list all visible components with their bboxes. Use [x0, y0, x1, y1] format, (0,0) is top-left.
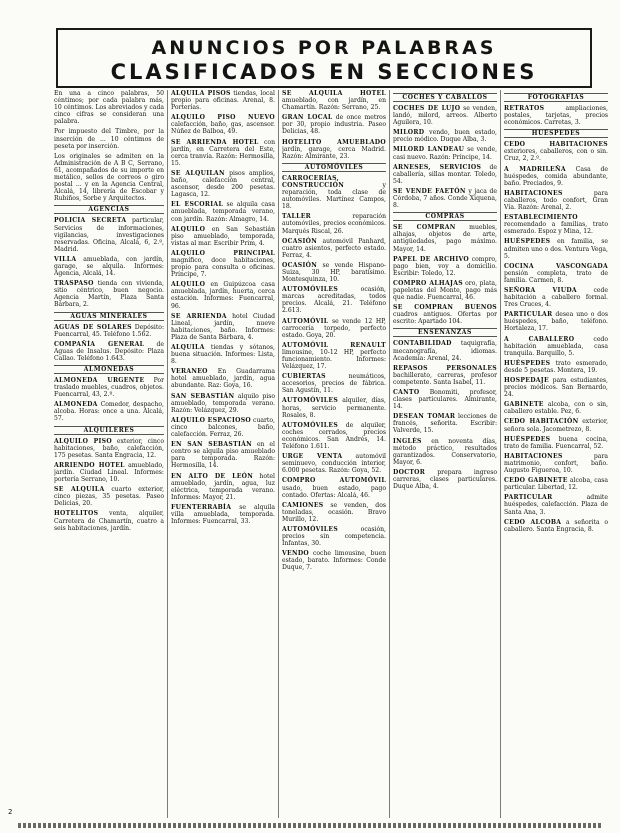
classified-ad — [282, 286, 386, 314]
ad-body: en noventa días, método práctico, resultados garantizados. Conservatorio, Mayor, 6. — [393, 437, 497, 466]
classified-ad — [54, 324, 164, 338]
column-3 — [282, 90, 386, 820]
ad-headline: SAN SEBASTIÁN — [171, 392, 235, 400]
classified-ad — [393, 224, 497, 252]
classified-ad — [282, 318, 386, 339]
ad-body: de caballería, sillas montar. Toledo, 54. — [393, 163, 497, 185]
classified-ad — [504, 141, 608, 162]
ad-body: hotel amueblado, jardín, agua, luz eléctrica, temporada verano. Informes: Mayor, 21. — [171, 472, 275, 501]
classified-ad — [171, 226, 275, 247]
classified-ad — [393, 469, 497, 490]
ad-body: Casa de huéspedes, comida abundante, baño. Preciados, 9. — [504, 165, 608, 187]
classified-ad — [282, 238, 386, 259]
ad-body: automóvil Panhard, cuatro asientos, perfecto estado. Ferraz, 4. — [282, 237, 386, 259]
ad-body: limousine, 10-12 HP, perfecto funcionamiento. Informes: Velázquez, 17. — [282, 348, 386, 371]
section-heading: AGENCIAS — [54, 205, 164, 214]
ad-body: para matrimonio, confort, baño. Augusto Figueroa, 10. — [504, 452, 608, 475]
ad-body: prepara ingreso carreras, clases particulares. Duque Alba, 4. — [393, 468, 497, 491]
column-1 — [54, 90, 164, 820]
ad-headline: VENDO — [282, 550, 310, 558]
ad-body: vendo, buen estado, precio módico. Duque Alba, 3. — [393, 129, 497, 144]
ad-body: alcoba, con o sin, caballero estable. Pez, 6. — [504, 401, 608, 416]
ad-body: alquilo piso amueblado, temporada verano. Razón: Velázquez, 29. — [171, 392, 275, 414]
classified-ad — [171, 250, 275, 278]
classified-ad — [393, 365, 497, 386]
ad-headline: EN ALTO DE LEÓN — [171, 472, 254, 480]
classified-ad — [393, 129, 497, 143]
classified-ad — [171, 393, 275, 414]
ad-body: cuadros antiguos. Ofertas por escrito: Apartado 104. — [393, 311, 497, 326]
header-title-line2: CLASIFICADOS EN SECCIONES — [110, 60, 538, 84]
ad-body: bachillerato, carreras, profesor competente. Santa Isabel, 11. — [393, 371, 497, 386]
ad-body: tiendas y sótanos, buena situación. Informes: Lista, 8. — [171, 344, 275, 366]
ad-body: cedo habitación amueblada, casa tranquila. Barquillo, 5. — [504, 335, 608, 357]
ad-headline: ARNESES, SERVICIOS — [393, 163, 482, 171]
classified-ad — [504, 418, 608, 432]
column-5 — [504, 90, 608, 820]
ad-headline: ALQUILO PISO NUEVO — [171, 114, 275, 122]
classified-ad — [393, 146, 497, 160]
classified-ad — [504, 453, 608, 474]
ad-body: alquiler, días, horas, servicio permanente. Rosales, 8. — [282, 397, 386, 419]
ad-body: de once metros por 30, propio industria. Paseo Delicias, 48. — [282, 114, 386, 136]
classified-ad — [54, 280, 164, 308]
ad-headline: AUTOMÓVILES — [282, 421, 339, 429]
ad-headline: CEDO HABITACIÓN — [504, 418, 579, 426]
classified-ad — [504, 336, 608, 357]
ad-headline: HOSPEDAJE — [504, 377, 549, 384]
ad-body: y jaca de Córdoba, 7 años. Conde Xiquena, 8. — [393, 187, 497, 210]
ad-body: cuarto exterior, cinco piezas, 35 pesetas. Paseo Delicias, 20. — [54, 486, 164, 508]
classified-ad — [393, 389, 497, 410]
section-heading: COCHES Y CABALLOS — [393, 93, 497, 102]
ad-body: oro, plata, papeletas del Monte, pago más que nadie. Fuencarral, 46. — [393, 279, 497, 302]
classified-ad — [171, 441, 275, 469]
classified-ad — [282, 397, 386, 418]
ad-body: exteriores, caballeros, con o sin. Cruz, 2, 2.º. — [504, 148, 608, 163]
classified-ad — [393, 105, 497, 126]
classified-ad — [282, 477, 386, 498]
ad-body: desea uno o dos huéspedes, baño, teléfono. Hortaleza, 17. — [504, 311, 608, 333]
classified-ad — [171, 201, 275, 222]
ad-body: se venden, dos toneladas, ocasión. Bravo Murillo, 12. — [282, 501, 386, 523]
ad-headline: DESEAN TOMAR — [393, 413, 456, 421]
ad-body: venta, alquiler, Carretera de Chamartín, cuatro a seis habitaciones, jardín. — [54, 510, 164, 532]
ad-headline: ALMONEDA URGENTE — [54, 377, 145, 384]
ad-headline: GABINETE — [504, 401, 544, 409]
ad-headline: SE ALQUILA — [54, 486, 105, 494]
classified-ad — [54, 510, 164, 531]
classified-ad — [393, 164, 497, 185]
ad-body: se vende Hispano-Suiza, 30 HP, baratísimo. Montesquinza, 10. — [282, 261, 386, 284]
classified-ad — [171, 139, 275, 167]
ad-body: en familia, se admiten uno o dos. Ventura Vega, 5. — [504, 238, 608, 260]
rates-paragraph — [54, 128, 164, 149]
ad-headline: EN SAN SEBASTIÁN — [171, 441, 252, 449]
column-4 — [393, 90, 497, 820]
ad-headline: CANTO — [393, 389, 420, 396]
ad-headline: PARTICULAR — [504, 494, 553, 502]
classified-ad — [171, 90, 275, 111]
ad-body: ampliaciones, postales, tarjetas, precios económicos. Carretas, 3. — [504, 105, 608, 127]
ad-body: de alquiler, coches cerrados, precios económicos. San Andrés, 14. Teléfono 1.611. — [282, 421, 386, 451]
ad-headline: SE COMPRAN BUENOS — [393, 304, 497, 312]
classified-ad — [504, 377, 608, 398]
ad-body: coche limousine, buen estado, barato. Informes: Conde Duque, 7. — [282, 550, 386, 572]
classified-ad — [504, 401, 608, 415]
section-heading: ENSEÑANZAS — [393, 328, 497, 337]
ad-body: exterior, señora sola. Jacometrezo, 8. — [504, 418, 608, 433]
ad-headline: CARROCERÍAS, CONSTRUCCIÓN — [282, 174, 345, 189]
column-divider — [500, 90, 501, 818]
ad-body: se alquila casa amueblada, temporada verano, con jardín. Razón: Almagro, 14. — [171, 201, 275, 223]
classified-ad — [504, 238, 608, 259]
classified-ad — [171, 313, 275, 341]
ad-body: trato esmerado, desde 5 pesetas. Montera, 19. — [504, 359, 608, 374]
classified-ad — [54, 341, 164, 362]
ad-headline: SE ALQUILAN — [171, 169, 225, 177]
ad-body: en Guipúzcoa casa amueblada, jardín, huerta, cerca estación. Informes: Fuencarral, 96. — [171, 281, 275, 310]
ad-headline: COCHES DE LUJO — [393, 105, 461, 112]
ad-headline: ALQUILA PISOS — [171, 90, 231, 97]
classified-ad — [282, 453, 386, 474]
ad-headline: INGLÉS — [393, 437, 422, 445]
ad-body: Los originales se admiten en la Administración de A B C, Serrano, 61, acompañados de su importe en metálico, sellos de correos o giro postal ... y en la Agencia Central, Alcalá, 14, librería de Escobar y Rubiños, Sorbe y Arquitectos. — [54, 152, 164, 203]
ad-headline: OCASIÓN — [282, 261, 318, 269]
ad-headline: HUÉSPEDES — [504, 435, 551, 443]
page-marker: 2 — [8, 808, 13, 816]
ad-body: a señorita o caballero. Santa Engracia, 8. — [504, 518, 608, 533]
classified-header-box — [56, 28, 592, 88]
ad-headline: REPASOS PERSONALES — [393, 364, 497, 372]
section-heading: COMPRAS — [393, 212, 497, 221]
ad-headline: TRASPASO — [54, 280, 94, 288]
ad-headline: AUTOMÓVIL — [282, 317, 329, 325]
ad-body: hotel Ciudad Lineal, jardín, nueve habitaciones, baño. Informes: Plaza de Santa Bárbara, 4. — [171, 312, 275, 341]
ad-body: Por traslado muebles, cuadros, objetos. Fuencarral, 43, 2.º. — [54, 377, 164, 399]
classified-ad — [504, 105, 608, 126]
rates-paragraph — [54, 90, 164, 125]
ad-body: compro, pago bien, voy a domicilio. Escribir: Toledo, 12. — [393, 255, 497, 277]
ad-body: jardín, garage, cerca Madrid. Razón: Almirante, 23. — [282, 145, 386, 160]
ad-body: se vende, casi nuevo. Razón: Príncipe, 14. — [393, 146, 497, 161]
section-heading: FOTOGRAFÍAS — [504, 93, 608, 102]
ad-body: en San Sebastián piso amueblado, temporada, vistas al mar. Escribir Prim, 4. — [171, 225, 275, 247]
section-heading: ALMONEDAS — [54, 365, 164, 374]
classified-ad — [504, 477, 608, 491]
ad-body: amueblada, con jardín, garage, se alquila. Informes: Agencia, Alcalá, 14. — [54, 255, 164, 278]
classified-ad — [171, 417, 275, 438]
classified-ad — [54, 486, 164, 507]
ad-headline: AUTOMÓVIL RENAULT — [282, 341, 386, 349]
ad-body: automóvil seminuevo, conducción interior, 6.000 pesetas. Razón: Goya, 52. — [282, 453, 386, 475]
ad-body: taquigrafía, mecanografía, idiomas. Academia: Arenal, 24. — [393, 340, 497, 362]
ad-headline: PAPEL DE ARCHIVO — [393, 255, 470, 263]
ad-headline: AUTOMÓVILES — [282, 286, 339, 294]
classified-ad — [504, 360, 608, 374]
ad-body: admite huéspedes, calefacción. Plaza de Santa Ana, 3. — [504, 494, 608, 516]
header-title-line1: ANUNCIOS POR PALABRAS — [151, 37, 497, 59]
classified-ad — [282, 114, 386, 135]
ad-body: muebles, alhajas, objetos de arte, antigüedades, pago máximo. Mayor, 14. — [393, 224, 497, 253]
ad-headline: ALQUILO — [171, 225, 206, 233]
classified-ad — [171, 473, 275, 501]
classified-ad — [504, 436, 608, 450]
classified-ad — [54, 438, 164, 459]
classified-ad — [54, 217, 164, 252]
ad-body: y reparación, toda clase de automóviles. Martínez Campos, 18. — [282, 181, 386, 211]
ad-headline: CUBIERTAS — [282, 373, 326, 381]
ad-headline: HUÉSPEDES — [504, 359, 551, 367]
ad-body: recomendado a familias, trato esmerado. Espoz y Mina, 12. — [504, 221, 608, 236]
ad-headline: EL ESCORIAL — [171, 201, 224, 209]
ad-headline: ALQUILO PRINCIPAL — [171, 249, 275, 257]
ad-headline: HABITACIONES — [504, 189, 563, 197]
classified-ad — [282, 373, 386, 394]
ad-headline: VILLA — [54, 255, 77, 263]
classified-ad — [504, 494, 608, 515]
classified-ad — [282, 422, 386, 450]
ad-body: calefacción, baño, gas, ascensor. Núñez de Balboa, 49. — [171, 121, 275, 136]
ad-body: tiendas, local propio para oficinas. Arenal, 8. Porterías. — [171, 90, 275, 112]
ad-body: amueblado, jardín. Ciudad Lineal. Informes: portería Serrano, 10. — [54, 461, 164, 484]
ad-body: se vende 12 HP, carrocería torpedo, perfecto estado. Goya, 20. — [282, 317, 386, 339]
classified-ad — [393, 438, 497, 466]
classified-ad — [282, 550, 386, 571]
ad-headline: SE VENDE FAETÓN — [393, 187, 466, 195]
classified-ad — [54, 256, 164, 277]
classified-ad — [504, 190, 608, 211]
classified-ad — [282, 342, 386, 370]
classified-ad — [171, 504, 275, 525]
column-divider — [389, 90, 390, 818]
ad-body: tienda con vivienda, sitio céntrico, buen negocio. Agencia Martín, Plaza Santa Bárbara, 2. — [54, 280, 164, 309]
ad-headline: COMPRO ALHAJAS — [393, 279, 463, 287]
classified-ad — [54, 401, 164, 422]
ad-body: se venden, landó, milord, arreos. Alberto Aguilera, 10. — [393, 105, 497, 127]
ad-body: cuarto, cinco balcones, baño, calefacción. Ferraz, 26. — [171, 416, 275, 439]
ad-headline: CAMIONES — [282, 501, 324, 509]
classified-ad — [393, 188, 497, 209]
ad-headline: CONTABILIDAD — [393, 340, 452, 348]
classified-ad — [171, 170, 275, 198]
classified-ad — [504, 214, 608, 235]
ad-headline: A CABALLERO — [504, 335, 575, 343]
ad-headline: ALQUILO — [171, 281, 206, 289]
ad-headline: AUTOMÓVILES — [282, 525, 339, 533]
ad-headline: GRAN LOCAL — [282, 114, 333, 122]
classified-ad — [282, 139, 386, 160]
ad-body: Comedor, despacho, alcoba. Horas: once a una. Alcalá, 57. — [54, 401, 164, 423]
ad-headline: SE ARRIENDA — [171, 312, 227, 320]
ad-body: se alquila villa amueblada, temporada. Informes: Fuencarral, 33. — [171, 503, 275, 526]
ad-body: usado, buen estado, pago contado. Ofertas: Alcalá, 46. — [282, 484, 386, 499]
classified-ad — [504, 311, 608, 332]
ad-body: en el centro se alquila piso amueblado para temporada. Razón: Hermosilla, 14. — [171, 441, 275, 470]
ad-headline: SE COMPRAN — [393, 224, 456, 232]
classified-ad — [171, 344, 275, 365]
ad-headline: TALLER — [282, 213, 312, 221]
ad-headline: DOCTOR — [393, 468, 426, 476]
ad-headline: HOTELITOS — [54, 510, 99, 518]
classified-ad — [171, 368, 275, 389]
column-divider — [167, 90, 168, 818]
ad-headline: COMPAÑÍA GENERAL — [54, 340, 145, 348]
ad-headline: SEÑORA VIUDA — [504, 286, 577, 294]
section-heading: AUTOMÓVILES — [282, 163, 386, 172]
ad-headline: FUENTERRABÍA — [171, 503, 232, 511]
ad-headline: AUTOMÓVILES — [282, 397, 339, 405]
ad-headline: HUÉSPEDES — [504, 238, 551, 246]
ad-headline: POLICIA SECRETA — [54, 217, 127, 225]
ad-headline: CEDO ALCOBA — [504, 518, 562, 526]
ad-body: exterior, cinco habitaciones, baño, calefacción, 175 pesetas. Santa Engracia, 12. — [54, 437, 164, 459]
ad-body: ocasión, precios sin competencia. Infantas, 30. — [282, 525, 386, 548]
classified-ad — [282, 175, 386, 210]
classified-ad — [504, 519, 608, 533]
classified-ad — [393, 304, 497, 325]
ad-body: alcoba, casa particular. Libertad, 12. — [504, 477, 608, 492]
ad-headline: CEDO HABITACIONES — [504, 141, 608, 149]
ad-body: ocasión, marcas acreditadas, todos precios. Alcalá, 21. Teléfono 2.613. — [282, 286, 386, 315]
ad-body: Bonomiti, profesor, clases particulares. Almirante, 14. — [393, 389, 497, 411]
ad-body: cede habitación a caballero formal. Tres Cruces, 4. — [504, 286, 608, 309]
ad-body: En Guadarrama hotel amueblado, jardín, agua abundante. Raz: Goya, 16. — [171, 368, 275, 390]
section-heading: ALQUILERES — [54, 426, 164, 435]
ad-body: para estudiantes, precios módicos. San Bernardo, 24. — [504, 377, 608, 399]
classified-ad — [282, 502, 386, 523]
column-divider — [278, 90, 279, 818]
classified-ad — [504, 287, 608, 308]
ad-body: En una a cinco palabras, 50 céntimos; por cada palabra más, 10 céntimos. Los abreviados y cada cinco cifras se consideran una palabra. — [54, 90, 164, 126]
classified-ad — [54, 377, 164, 398]
classified-ad — [54, 462, 164, 483]
column-2 — [171, 90, 275, 820]
ad-body: pensión completa, trato de familia. Carmen, 8. — [504, 269, 608, 284]
ad-body: lecciones de francés, señorita. Escribir: Valverde, 15. — [393, 413, 497, 435]
ad-headline: ALMONEDA — [54, 401, 98, 409]
ad-headline: HABITACIONES — [504, 452, 563, 460]
ad-headline: RETRATOS — [504, 105, 545, 112]
ad-body: reparación automóviles, precios económicos. Marqués Riscal, 26. — [282, 213, 386, 235]
classified-ad — [393, 256, 497, 277]
ad-headline: ESTABLECIMIENTO — [504, 214, 578, 222]
ad-headline: OCASIÓN — [282, 237, 318, 245]
ad-body: con jardín, en Carretera del Este, cerca tranvía. Razón: Hermosilla, 15. — [171, 138, 275, 167]
ad-body: particular, Servicios de informaciones, vigilancias, investigaciones reservadas. Oficina, Alcalá, 6, 2.º, Madrid. — [54, 217, 164, 253]
ad-body: neumáticos, accesorios, precios de fábrica. San Agustín, 11. — [282, 373, 386, 395]
ad-headline: CEDO GABINETE — [504, 477, 568, 485]
section-heading: HUÉSPEDES — [504, 129, 608, 138]
ad-headline: HOTELITO AMUEBLADO — [282, 138, 386, 146]
section-heading: AGUAS MINERALES — [54, 312, 164, 321]
classified-ad — [504, 166, 608, 187]
ad-body: para caballeros, todo confort, Gran Vía. Razón: Arenal, 2. — [504, 189, 608, 212]
classified-ad — [504, 263, 608, 284]
classified-ad — [171, 281, 275, 309]
ad-headline: MILORD LANDEAU — [393, 146, 465, 154]
classified-ad — [282, 90, 386, 111]
ad-body: de Aguas de Insalus. Depósito: Plaza Callao. Teléfono 1.643. — [54, 340, 164, 362]
footer-print-strip — [18, 823, 602, 828]
classified-ad — [393, 340, 497, 361]
ad-body: magnífico, doce habitaciones, propio para consulta o oficinas. Príncipe, 7. — [171, 256, 275, 279]
ad-headline: URGE VENTA — [282, 453, 343, 461]
classified-ad — [282, 262, 386, 283]
ad-body: Depósito: Fuencarral, 45. Teléfono 1.562. — [54, 323, 164, 338]
ad-headline: AGUAS DE SOLARES — [54, 323, 132, 331]
classified-ad — [171, 114, 275, 135]
ad-body: Por impuesto del Timbre, por la inserción de ... 10 céntimos de peseta por inserción. — [54, 128, 164, 150]
ad-headline: A MADRILEÑA — [504, 165, 566, 173]
ad-headline: SE ALQUILA HOTEL — [282, 90, 386, 97]
classified-ad — [282, 213, 386, 234]
rates-paragraph — [54, 153, 164, 203]
classified-ad — [393, 280, 497, 301]
ad-headline: VERANEO — [171, 368, 208, 376]
ad-headline: MILORD — [393, 129, 425, 137]
classified-ad — [282, 526, 386, 547]
classified-ad — [393, 413, 497, 434]
ad-headline: ALQUILO PISO — [54, 437, 112, 445]
ad-headline: SE ARRIENDA HOTEL — [171, 138, 259, 146]
ad-headline: COCINA VASCONGADA — [504, 262, 608, 270]
ad-body: buena cocina, trato de familia. Fuencarral, 52. — [504, 435, 608, 450]
ad-headline: ALQUILA — [171, 344, 205, 351]
ad-headline: PARTICULAR — [504, 311, 553, 319]
ad-headline: COMPRO AUTOMÓVIL — [282, 477, 386, 485]
ad-headline: ALQUILO ESPACIOSO — [171, 416, 252, 424]
ad-body: amueblado, con jardín, en Chamartín. Razón: Serrano, 25. — [282, 97, 386, 112]
ad-body: pisos amplios, baño, calefacción central, ascensor, desde 200 pesetas. Lagasca, 12. — [171, 169, 275, 199]
ad-headline: ARRIENDO HOTEL — [54, 461, 125, 469]
